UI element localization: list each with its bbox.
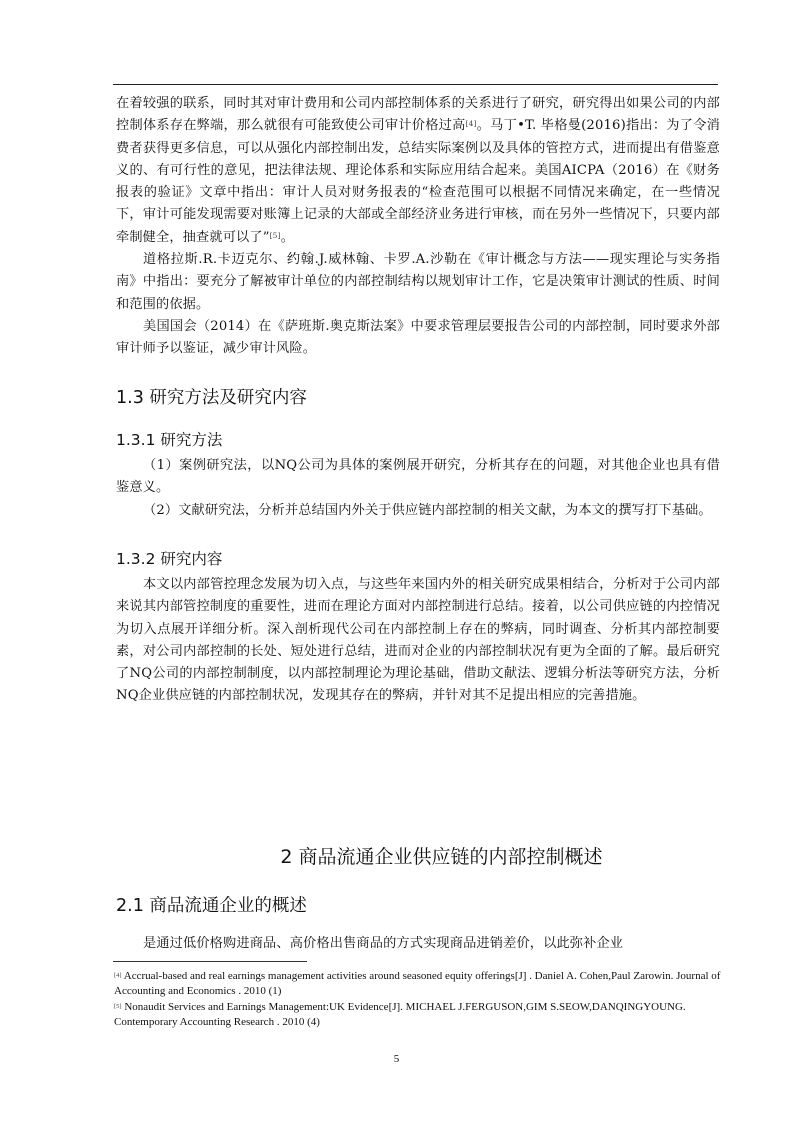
footnote-4-text: Accrual-based and real earnings management activities around seasoned equity offerings[J] . Daniel A. Cohen,Paul Zarowin. Journal of Accounting and Economics . 2010 (1) bbox=[114, 970, 721, 998]
footnote-5-text: Nonaudit Services and Earnings Management:UK Evidence[J]. MICHAEL J.FERGUSON,GIM S.SEOW,DANQINGYOUNG. Contemporary Accounting Research . 2010 (4) bbox=[114, 1000, 686, 1028]
footnotes bbox=[114, 969, 722, 1030]
chapter-2-title: 2 商品流通企业供应链的内部控制概述 bbox=[280, 846, 603, 868]
section-2-1-paragraph: 是通过低价格购进商品、高价格出售商品的方式实现商品进销差价，以此弥补企业 bbox=[143, 936, 624, 951]
heading-1-3-2: 1.3.2 研究内容 bbox=[116, 550, 223, 568]
page-number: 5 bbox=[393, 1053, 400, 1065]
footnote-5-marker: [5] bbox=[114, 1002, 122, 1010]
footnote-rule bbox=[113, 961, 307, 962]
heading-1-3-1: 1.3.1 研究方法 bbox=[116, 431, 223, 449]
footnote-ref-4[interactable]: [4] bbox=[465, 119, 477, 129]
paragraph-text: 在着较强的联系，同时其对审计费用和公司内部控制体系的关系进行了研究，研究得出如果公司的内部控制体系存在弊端，那么就很有可能致使公司审计价格过高 bbox=[116, 96, 720, 134]
continued-paragraphs bbox=[116, 93, 720, 361]
heading-1-3: 1.3 研究方法及研究内容 bbox=[116, 388, 307, 408]
footnote-5 bbox=[114, 1000, 722, 1031]
research-content-paragraph: 本文以内部管控理念发展为切入点，与这些年来国内外的相关研究成果相结合，分析对于公司内部来说其内部管控制度的重要性，进而在理论方面对内部控制进行总结。接着，以公司供应链的内控情况为切入点展开详细分析。深入剖析现代公司在内部控制上存在的弊病，同时调查、分析其内部控制要素，对公司内部控制的长处、短处进行总结，进而对企业的内部控制状况有更为全面的了解。最后研究了NQ公司的内部控制制度，以内部控制理论为理论基础，借助文献法、逻辑分析法等研究方法，分析NQ企业供应链的内部控制状况，发现其存在的弊病，并针对其不足提出相应的完善措施。 bbox=[116, 577, 720, 704]
research-content bbox=[116, 574, 720, 708]
paragraph-cohen-bigman-aicpa bbox=[116, 93, 720, 249]
header-rule bbox=[113, 84, 718, 85]
footnote-ref-5[interactable]: [5] bbox=[269, 230, 281, 240]
paragraph-text-cont: 。马丁•T. 毕格曼(2016)指出：为了令消费者获得更多信息，可以从强化内部控制出发，总结实际案例以及具体的管控方式，进而提出有借鉴意义的、有可行性的意见，把法律法规、理论体系和实际应用结合起来。美国AICPA（2016）在《财务报表的验证》文章中指出：审计人员对财务报表的“检查范围可以根据不同情况来确定，在一些情况下，审计可能发现需要对账簿上记录的大部或全部经济业务进行审核，而在另外一些情况下，只要内部牵制健全，抽查就可以了” bbox=[116, 118, 720, 245]
methods-paragraphs bbox=[116, 455, 720, 522]
footnote-4-marker: [4] bbox=[114, 972, 122, 979]
paragraph-carmichael: 道格拉斯.R.卡迈克尔、约翰.J.威林翰、卡罗.A.沙勒在《审计概念与方法——现实理论与实务指南》中指出：要充分了解被审计单位的内部控制结构以规划审计工作，它是决策审计测试的性质、时间和范围的依据。 bbox=[116, 252, 720, 312]
paragraph-text-end: 。 bbox=[280, 229, 295, 245]
paragraph-sox: 美国国会（2014）在《萨班斯.奥克斯法案》中要求管理层要报告公司的内部控制，同时要求外部审计师予以鉴证，减少审计风险。 bbox=[116, 318, 720, 357]
method-literature: （2）文献研究法，分析并总结国内外关于供应链内部控制的相关文献，为本文的撰写打下基础。 bbox=[143, 502, 712, 518]
section-2-1-body bbox=[116, 933, 720, 955]
footnote-4 bbox=[114, 969, 722, 1000]
heading-2-1: 2.1 商品流通企业的概述 bbox=[116, 896, 307, 916]
method-case-study: （1）案例研究法，以NQ公司为具体的案例展开研究，分析其存在的问题，对其他企业也具有借鉴意义。 bbox=[116, 458, 720, 496]
